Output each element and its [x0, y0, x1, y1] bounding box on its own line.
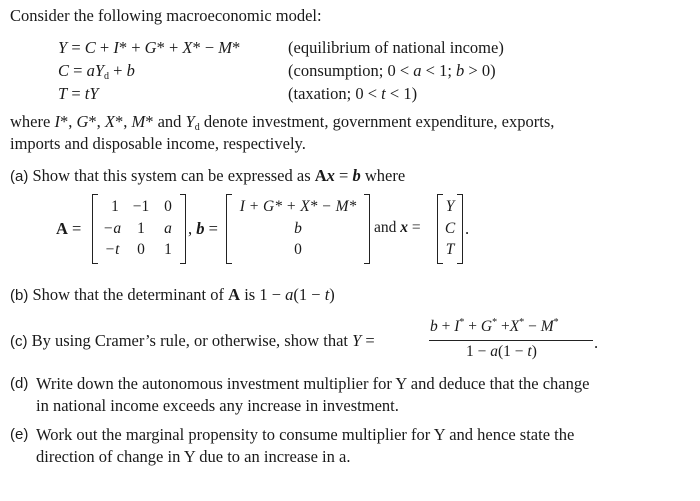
matrix-A-cell: 0: [164, 198, 172, 215]
matrix-period: .: [465, 219, 470, 238]
vector-b-cell: I + G* + X* − M*: [239, 198, 357, 215]
part-e-text: Work out the marginal propensity to consume multiplier for Y and hence state the direction of change in Y due to an increase in a.: [36, 425, 575, 466]
vector-x-cell: T: [445, 241, 455, 258]
matrix-b-symbol: , b =: [188, 219, 218, 238]
part-a-label: (a): [10, 168, 29, 185]
equation-2-note: (consumption; 0 < a < 1; b > 0): [288, 61, 496, 80]
part-b-question: (b) Show that the determinant of A is 1 − a(1 − t): [10, 285, 335, 304]
equation-3-note: (taxation; 0 < t < 1): [288, 84, 418, 103]
part-d-label-wrap: [10, 373, 28, 393]
vector-x-cell: Y: [445, 198, 455, 215]
part-e-label: (e): [10, 426, 29, 443]
equation-1-note: (equilibrium of national income): [288, 38, 504, 57]
equation-1: Y = C + I* + G* + X* − M*: [58, 38, 241, 57]
matrix-A-cell: 1: [137, 220, 145, 237]
matrix-A-cell: a: [164, 220, 172, 237]
part-c-period: .: [594, 333, 599, 352]
equation-2: $C = aY_d + b$: [58, 61, 135, 82]
part-e-label-wrap: [10, 424, 28, 444]
matrix-A-cell: −t: [104, 241, 120, 258]
matrix-A-symbol: A =: [56, 219, 82, 238]
part-a-question: (a) Show that this system can be expressed as Ax = b where: [10, 166, 406, 185]
vector-b-cell: b: [294, 220, 302, 237]
intro-text: Consider the following macroeconomic model:: [10, 6, 322, 25]
part-c-numerator: b + I* + G* +X* − M*: [430, 317, 559, 335]
vector-x-cell: C: [444, 220, 456, 237]
part-c-label: (c): [10, 333, 28, 350]
where-paragraph: where I*, G*, X*, M* and $Y_d$ denote investment, government expenditure, exports, imports and disposable income, respectively.: [10, 112, 555, 153]
vector-b: [226, 194, 370, 264]
matrix-A-cell: 1: [164, 241, 172, 258]
part-b-label: (b): [10, 287, 29, 304]
matrix-A: [92, 194, 186, 264]
part-c-question: (c) By using Cramer’s rule, or otherwise, show that Y =: [10, 331, 375, 350]
matrix-A-cell: −1: [132, 198, 150, 215]
vector-x: [437, 194, 463, 264]
matrix-A-cell: 0: [137, 241, 145, 258]
part-d-label: (d): [10, 375, 29, 392]
part-d-text: Write down the autonomous investment multiplier for Y and deduce that the change in national income exceeds any increase in investment.: [36, 374, 590, 415]
and-x-text: and x =: [374, 219, 421, 236]
matrix-A-cell: −a: [102, 220, 122, 237]
equation-3: T = tY: [58, 84, 99, 103]
part-c-fraction-bar: [429, 340, 593, 341]
matrix-A-cell: 1: [111, 198, 119, 215]
part-c-denominator: 1 − a(1 − t): [466, 343, 537, 360]
vector-b-cell: 0: [294, 241, 302, 258]
